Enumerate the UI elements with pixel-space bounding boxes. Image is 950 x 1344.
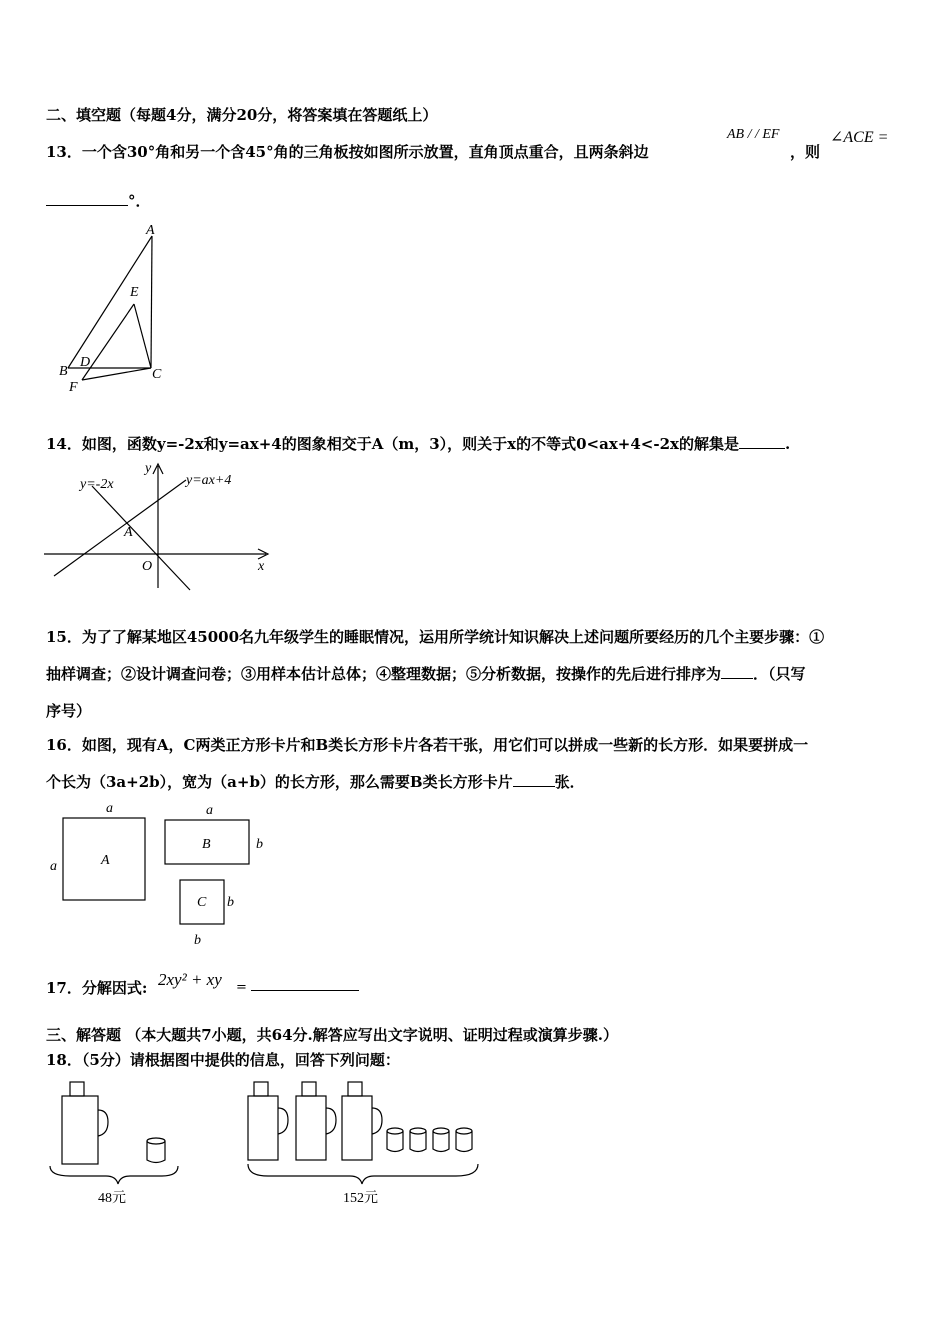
q14-label-O: O [142,559,153,574]
q18-right-figure [244,1080,484,1190]
q13-angle: ∠ACE = [830,129,889,146]
q13-label-B: B [59,364,68,379]
q13-label-E: E [130,285,139,300]
q16-blank [513,772,555,787]
q14-label-line1: y=-2x [80,477,114,492]
q18-price-right: 152元 [343,1191,378,1206]
q13-label-A: A [146,223,155,238]
q15-end: ．（只写 [753,665,806,683]
q16-label-a-top: a [106,801,113,816]
q13-label-C: C [152,367,162,382]
q16-line1: 16．如图，现有A，C两类正方形卡片和B类长方形卡片各若干张，用它们可以拼成一些新的长方形．如果要拼成一 [46,736,809,754]
q14-text [46,433,790,454]
q13-label-D: D [80,355,91,370]
q17-eq: = [236,980,247,995]
q16-label-b-B: b [256,837,263,852]
q16-cards-figure [44,800,284,955]
section-3-heading: 三、解答题 （本大题共7小题，共64分.解答应写出文字说明、证明过程或演算步骤.） [46,1026,618,1044]
q16-line2 [46,771,585,792]
q17-equals [236,976,359,995]
q16-label-a-B: a [206,803,213,818]
q14-graph-figure [44,458,284,598]
q14-end: . [784,435,791,453]
q15-line3: 序号） [46,702,92,720]
q17-text: 17．分解因式: [46,979,148,997]
q18-left-figure [46,1080,186,1190]
q14-blank [739,434,785,449]
q15-line1: 15．为了了解某地区45000名九年级学生的睡眠情况，运用所学统计知识解决上述问题所要经历的几个主要步骤：① [46,628,825,646]
q14-label-x: x [258,559,265,574]
q13-label-F: F [69,380,78,395]
q13-condition: AB / / EF [727,127,780,142]
q13-triangle-figure [50,218,180,398]
q16-label-A: A [101,853,110,868]
q14-label-line2: y=ax+4 [186,473,232,488]
q18-text: 18．（5分）请根据图中提供的信息，回答下列问题： [46,1051,400,1069]
q14-label-A: A [124,525,133,540]
q13-text: 13．一个含30°角和另一个含45°角的三角板按如图所示放置，直角顶点重合，且两条斜边 [46,143,649,161]
q16-end: 张． [554,773,585,791]
q16-text: 个长为（3a+2b），宽为（a+b）的长方形，那么需要B类长方形卡片 [46,773,513,791]
q15-text: 抽样调查；②设计调查问卷；③用样本估计总体；④整理数据；⑤分析数据，按操作的先后进行排序为 [46,665,722,683]
q16-label-C: C [197,895,207,910]
q18-price-left: 48元 [98,1191,126,1206]
q13-answer-line [46,190,151,211]
section-2-heading: 二、填空题（每题4分，满分20分，将答案填在答题纸上） [46,106,438,124]
q16-label-b-bottom: b [194,933,201,948]
q13-unit: °． [128,192,151,210]
q14-question: 14．如图，函数y=-2x和y=ax+4的图象相交于A（m，3），则关于x的不等式0<ax+4<-2x的解集是 [46,435,739,453]
q16-label-b-C: b [227,895,234,910]
q15-line2 [46,663,806,684]
q16-label-a-side: a [50,859,57,874]
q17-expression: 2xy² + xy [158,970,222,989]
q16-label-B: B [202,837,211,852]
q17-blank [251,976,359,991]
q13-then: ，则 [790,143,821,161]
q14-label-y: y [145,461,152,476]
q13-blank [46,191,128,206]
q15-blank [721,664,753,679]
